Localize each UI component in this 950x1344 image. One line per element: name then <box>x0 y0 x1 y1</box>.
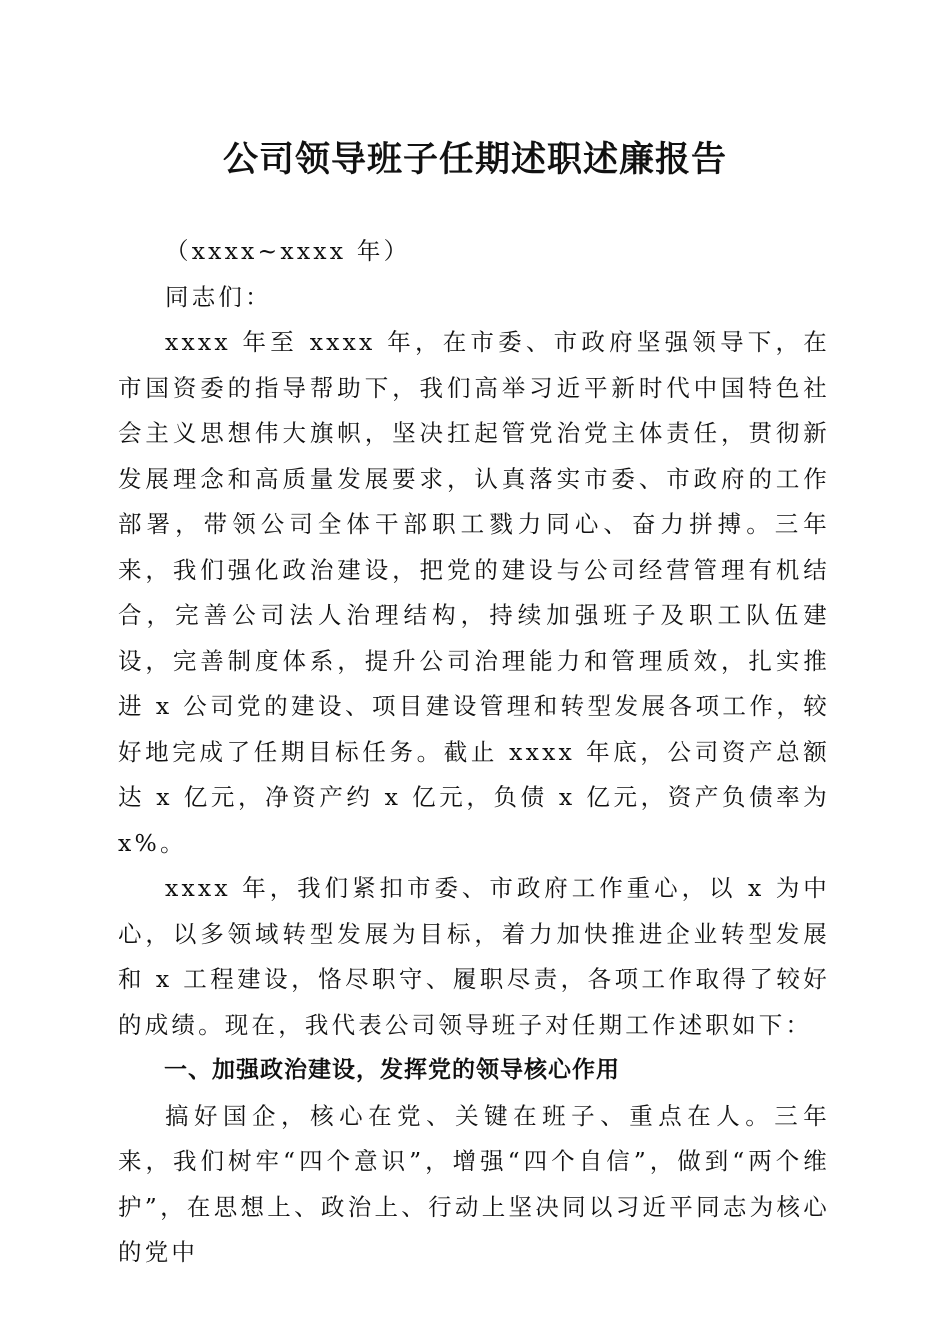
body-paragraph: xxxx 年，我们紧扣市委、市政府工作重心，以 x 为中心，以多领域转型发展为目标，着力加快推进企业转型发展和 x 工程建设，恪尽职守、履职尽责，各项工作取得了较好的成绩。现在，我代表公司领导班子对任期工作述职如下： <box>118 874 830 1039</box>
section-paragraph: 搞好国企，核心在党、关键在班子、重点在人。三年来，我们树牢“四个意识”，增强“四个自信”，做到“两个维护”，在思想上、政治上、行动上坚决同以习近平同志为核心的党中 <box>118 1101 830 1266</box>
document-body <box>118 229 830 1276</box>
document-title: 公司领导班子任期述职述廉报告 <box>222 139 727 180</box>
section-heading: 一、加强政治建设，发挥党的领导核心作用 <box>164 1057 620 1083</box>
period-line: （xxxx~xxxx 年） <box>165 237 411 265</box>
body-paragraph: xxxx 年至 xxxx 年，在市委、市政府坚强领导下，在市国资委的指导帮助下，我们高举习近平新时代中国特色社会主义思想伟大旗帜，坚决扛起管党治党主体责任，贯彻新发展理念和高质量发展要求，认真落实市委、市政府的工作部署，带领公司全体干部职工戮力同心、奋力拼搏。三年来，我们强化政治建设，把党的建设与公司经营管理有机结合，完善公司法人治理结构，持续加强班子及职工队伍建设，完善制度体系，提升公司治理能力和管理质效，扎实推进 x 公司党的建设、项目建设管理和转型发展各项工作，较好地完成了任期目标任务。截止 xxxx 年底，公司资产总额达 x 亿元，净资产约 x 亿元，负债 x 亿元，资产负债率为 x%。 <box>118 328 830 857</box>
salutation: 同志们： <box>165 282 272 311</box>
